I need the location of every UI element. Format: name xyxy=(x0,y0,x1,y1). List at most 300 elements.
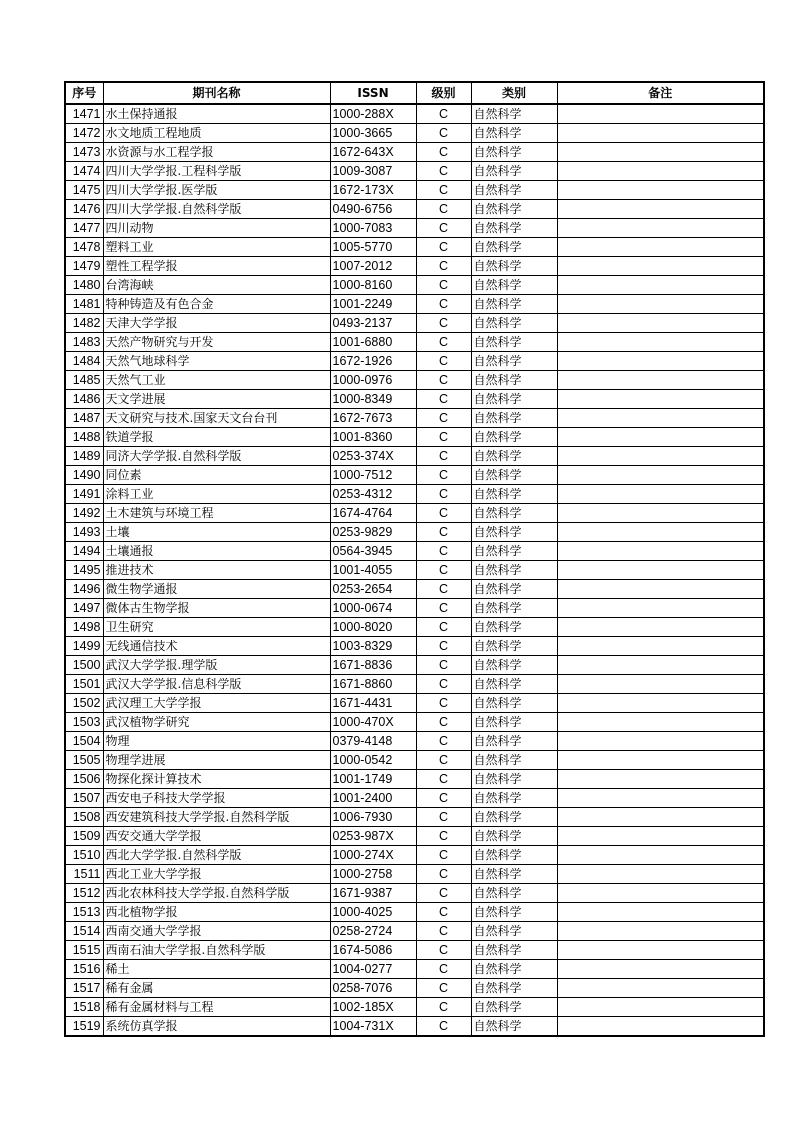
issn-value: 1006-7930 xyxy=(330,808,416,827)
level-value: C xyxy=(416,276,471,295)
note-cell xyxy=(557,409,764,428)
table-row xyxy=(65,713,764,732)
note-cell xyxy=(557,143,764,162)
category-value: 自然科学 xyxy=(471,295,557,314)
note-cell xyxy=(557,162,764,181)
level-value: C xyxy=(416,104,471,124)
level-value: C xyxy=(416,409,471,428)
issn-value: 1000-8020 xyxy=(330,618,416,637)
header-name: 期刊名称 xyxy=(103,82,330,104)
journal-name: 台湾海峡 xyxy=(103,276,330,295)
row-number: 1472 xyxy=(65,124,103,143)
journal-name: 铁道学报 xyxy=(103,428,330,447)
table-row xyxy=(65,694,764,713)
journal-name: 土壤 xyxy=(103,523,330,542)
table-row xyxy=(65,238,764,257)
table-row xyxy=(65,618,764,637)
issn-value: 0253-2654 xyxy=(330,580,416,599)
level-value: C xyxy=(416,808,471,827)
journal-name: 天文研究与技术.国家天文台台刊 xyxy=(103,409,330,428)
issn-value: 1674-5086 xyxy=(330,941,416,960)
table-row xyxy=(65,485,764,504)
category-value: 自然科学 xyxy=(471,580,557,599)
level-value: C xyxy=(416,447,471,466)
row-number: 1474 xyxy=(65,162,103,181)
row-number: 1504 xyxy=(65,732,103,751)
table-header-row xyxy=(65,82,764,104)
category-value: 自然科学 xyxy=(471,808,557,827)
issn-value: 0253-374X xyxy=(330,447,416,466)
level-value: C xyxy=(416,390,471,409)
row-number: 1499 xyxy=(65,637,103,656)
header-issn: ISSN xyxy=(330,82,416,104)
level-value: C xyxy=(416,865,471,884)
note-cell xyxy=(557,941,764,960)
row-number: 1511 xyxy=(65,865,103,884)
issn-value: 0253-987X xyxy=(330,827,416,846)
note-cell xyxy=(557,656,764,675)
note-cell xyxy=(557,865,764,884)
category-value: 自然科学 xyxy=(471,219,557,238)
journal-name: 天然产物研究与开发 xyxy=(103,333,330,352)
note-cell xyxy=(557,846,764,865)
table-row xyxy=(65,390,764,409)
journal-name: 水土保持通报 xyxy=(103,104,330,124)
level-value: C xyxy=(416,580,471,599)
table-row xyxy=(65,447,764,466)
category-value: 自然科学 xyxy=(471,162,557,181)
note-cell xyxy=(557,371,764,390)
note-cell xyxy=(557,257,764,276)
journal-name: 塑性工程学报 xyxy=(103,257,330,276)
journal-name: 推进技术 xyxy=(103,561,330,580)
level-value: C xyxy=(416,485,471,504)
table-row xyxy=(65,656,764,675)
note-cell xyxy=(557,998,764,1017)
journal-name: 四川动物 xyxy=(103,219,330,238)
note-cell xyxy=(557,352,764,371)
row-number: 1493 xyxy=(65,523,103,542)
row-number: 1516 xyxy=(65,960,103,979)
header-level: 级别 xyxy=(416,82,471,104)
header-no: 序号 xyxy=(65,82,103,104)
category-value: 自然科学 xyxy=(471,903,557,922)
journal-name: 同济大学学报.自然科学版 xyxy=(103,447,330,466)
row-number: 1518 xyxy=(65,998,103,1017)
issn-value: 1000-7512 xyxy=(330,466,416,485)
note-cell xyxy=(557,219,764,238)
table-row xyxy=(65,314,764,333)
journal-name: 卫生研究 xyxy=(103,618,330,637)
category-value: 自然科学 xyxy=(471,846,557,865)
level-value: C xyxy=(416,314,471,333)
level-value: C xyxy=(416,770,471,789)
note-cell xyxy=(557,504,764,523)
table-row xyxy=(65,599,764,618)
row-number: 1487 xyxy=(65,409,103,428)
note-cell xyxy=(557,124,764,143)
note-cell xyxy=(557,751,764,770)
journal-name: 物理 xyxy=(103,732,330,751)
table-row xyxy=(65,257,764,276)
level-value: C xyxy=(416,428,471,447)
level-value: C xyxy=(416,694,471,713)
journal-name: 天津大学学报 xyxy=(103,314,330,333)
note-cell xyxy=(557,675,764,694)
issn-value: 1671-9387 xyxy=(330,884,416,903)
journal-name: 系统仿真学报 xyxy=(103,1017,330,1037)
category-value: 自然科学 xyxy=(471,1017,557,1037)
table-row xyxy=(65,751,764,770)
journal-name: 天文学进展 xyxy=(103,390,330,409)
row-number: 1512 xyxy=(65,884,103,903)
level-value: C xyxy=(416,1017,471,1037)
issn-value: 1001-6880 xyxy=(330,333,416,352)
level-value: C xyxy=(416,257,471,276)
journal-name: 天然气工业 xyxy=(103,371,330,390)
journal-name: 水文地质工程地质 xyxy=(103,124,330,143)
note-cell xyxy=(557,181,764,200)
note-cell xyxy=(557,618,764,637)
issn-value: 1000-4025 xyxy=(330,903,416,922)
row-number: 1517 xyxy=(65,979,103,998)
journal-name: 微生物学通报 xyxy=(103,580,330,599)
row-number: 1505 xyxy=(65,751,103,770)
issn-value: 1004-0277 xyxy=(330,960,416,979)
table-row xyxy=(65,846,764,865)
issn-value: 1674-4764 xyxy=(330,504,416,523)
table-row xyxy=(65,770,764,789)
table-row xyxy=(65,1017,764,1037)
level-value: C xyxy=(416,238,471,257)
row-number: 1510 xyxy=(65,846,103,865)
table-row xyxy=(65,998,764,1017)
note-cell xyxy=(557,295,764,314)
row-number: 1475 xyxy=(65,181,103,200)
issn-value: 1000-8160 xyxy=(330,276,416,295)
table-row xyxy=(65,181,764,200)
row-number: 1483 xyxy=(65,333,103,352)
level-value: C xyxy=(416,960,471,979)
table-row xyxy=(65,523,764,542)
row-number: 1495 xyxy=(65,561,103,580)
table-row xyxy=(65,789,764,808)
table-row xyxy=(65,276,764,295)
category-value: 自然科学 xyxy=(471,637,557,656)
level-value: C xyxy=(416,523,471,542)
issn-value: 1001-2400 xyxy=(330,789,416,808)
table-row xyxy=(65,561,764,580)
journal-name: 微体古生物学报 xyxy=(103,599,330,618)
table-row xyxy=(65,979,764,998)
level-value: C xyxy=(416,884,471,903)
level-value: C xyxy=(416,732,471,751)
level-value: C xyxy=(416,200,471,219)
level-value: C xyxy=(416,124,471,143)
table-row xyxy=(65,580,764,599)
category-value: 自然科学 xyxy=(471,390,557,409)
journal-name: 水资源与水工程学报 xyxy=(103,143,330,162)
category-value: 自然科学 xyxy=(471,618,557,637)
journal-name: 稀土 xyxy=(103,960,330,979)
note-cell xyxy=(557,922,764,941)
category-value: 自然科学 xyxy=(471,124,557,143)
journal-name: 西安建筑科技大学学报.自然科学版 xyxy=(103,808,330,827)
category-value: 自然科学 xyxy=(471,789,557,808)
journal-name: 土壤通报 xyxy=(103,542,330,561)
journal-name: 四川大学学报.自然科学版 xyxy=(103,200,330,219)
category-value: 自然科学 xyxy=(471,333,557,352)
issn-value: 1671-8860 xyxy=(330,675,416,694)
category-value: 自然科学 xyxy=(471,352,557,371)
level-value: C xyxy=(416,922,471,941)
note-cell xyxy=(557,789,764,808)
level-value: C xyxy=(416,846,471,865)
issn-value: 0490-6756 xyxy=(330,200,416,219)
category-value: 自然科学 xyxy=(471,181,557,200)
category-value: 自然科学 xyxy=(471,276,557,295)
note-cell xyxy=(557,447,764,466)
row-number: 1513 xyxy=(65,903,103,922)
journal-name: 武汉理工大学学报 xyxy=(103,694,330,713)
journal-name: 天然气地球科学 xyxy=(103,352,330,371)
level-value: C xyxy=(416,333,471,352)
note-cell xyxy=(557,561,764,580)
issn-value: 1001-2249 xyxy=(330,295,416,314)
row-number: 1480 xyxy=(65,276,103,295)
journal-name: 武汉植物学研究 xyxy=(103,713,330,732)
journal-name: 四川大学学报.工程科学版 xyxy=(103,162,330,181)
header-note: 备注 xyxy=(557,82,764,104)
row-number: 1479 xyxy=(65,257,103,276)
row-number: 1491 xyxy=(65,485,103,504)
category-value: 自然科学 xyxy=(471,751,557,770)
category-value: 自然科学 xyxy=(471,561,557,580)
note-cell xyxy=(557,542,764,561)
note-cell xyxy=(557,960,764,979)
journal-name: 特种铸造及有色合金 xyxy=(103,295,330,314)
category-value: 自然科学 xyxy=(471,827,557,846)
table-row xyxy=(65,960,764,979)
note-cell xyxy=(557,979,764,998)
table-row xyxy=(65,808,764,827)
issn-value: 1000-274X xyxy=(330,846,416,865)
level-value: C xyxy=(416,903,471,922)
note-cell xyxy=(557,580,764,599)
table-row xyxy=(65,104,764,124)
level-value: C xyxy=(416,789,471,808)
table-row xyxy=(65,865,764,884)
category-value: 自然科学 xyxy=(471,770,557,789)
category-value: 自然科学 xyxy=(471,428,557,447)
table-row xyxy=(65,371,764,390)
level-value: C xyxy=(416,162,471,181)
row-number: 1498 xyxy=(65,618,103,637)
row-number: 1501 xyxy=(65,675,103,694)
issn-value: 1672-7673 xyxy=(330,409,416,428)
issn-value: 1001-1749 xyxy=(330,770,416,789)
journal-name: 无线通信技术 xyxy=(103,637,330,656)
level-value: C xyxy=(416,675,471,694)
table-row xyxy=(65,732,764,751)
level-value: C xyxy=(416,504,471,523)
journal-name: 西安电子科技大学学报 xyxy=(103,789,330,808)
note-cell xyxy=(557,314,764,333)
level-value: C xyxy=(416,827,471,846)
category-value: 自然科学 xyxy=(471,656,557,675)
row-number: 1500 xyxy=(65,656,103,675)
table-row xyxy=(65,352,764,371)
category-value: 自然科学 xyxy=(471,941,557,960)
level-value: C xyxy=(416,219,471,238)
level-value: C xyxy=(416,713,471,732)
table-row xyxy=(65,409,764,428)
row-number: 1481 xyxy=(65,295,103,314)
issn-value: 1000-3665 xyxy=(330,124,416,143)
category-value: 自然科学 xyxy=(471,447,557,466)
row-number: 1488 xyxy=(65,428,103,447)
note-cell xyxy=(557,827,764,846)
row-number: 1485 xyxy=(65,371,103,390)
journal-name: 西南石油大学学报.自然科学版 xyxy=(103,941,330,960)
table-row xyxy=(65,884,764,903)
level-value: C xyxy=(416,295,471,314)
level-value: C xyxy=(416,979,471,998)
issn-value: 1672-173X xyxy=(330,181,416,200)
issn-value: 0379-4148 xyxy=(330,732,416,751)
issn-value: 1000-0674 xyxy=(330,599,416,618)
issn-value: 1000-2758 xyxy=(330,865,416,884)
table-row xyxy=(65,162,764,181)
note-cell xyxy=(557,770,764,789)
issn-value: 1000-8349 xyxy=(330,390,416,409)
category-value: 自然科学 xyxy=(471,504,557,523)
issn-value: 0253-9829 xyxy=(330,523,416,542)
row-number: 1482 xyxy=(65,314,103,333)
note-cell xyxy=(557,713,764,732)
category-value: 自然科学 xyxy=(471,675,557,694)
row-number: 1476 xyxy=(65,200,103,219)
journal-name: 物理学进展 xyxy=(103,751,330,770)
issn-value: 1000-7083 xyxy=(330,219,416,238)
issn-value: 1001-8360 xyxy=(330,428,416,447)
note-cell xyxy=(557,333,764,352)
note-cell xyxy=(557,1017,764,1037)
row-number: 1503 xyxy=(65,713,103,732)
journal-name: 西南交通大学学报 xyxy=(103,922,330,941)
issn-value: 1000-470X xyxy=(330,713,416,732)
table-row xyxy=(65,428,764,447)
row-number: 1478 xyxy=(65,238,103,257)
level-value: C xyxy=(416,466,471,485)
note-cell xyxy=(557,808,764,827)
journal-table xyxy=(64,81,765,1037)
row-number: 1506 xyxy=(65,770,103,789)
category-value: 自然科学 xyxy=(471,257,557,276)
table-row xyxy=(65,143,764,162)
note-cell xyxy=(557,276,764,295)
journal-name: 稀有金属 xyxy=(103,979,330,998)
note-cell xyxy=(557,903,764,922)
category-value: 自然科学 xyxy=(471,694,557,713)
table-row xyxy=(65,219,764,238)
table-row xyxy=(65,675,764,694)
issn-value: 1009-3087 xyxy=(330,162,416,181)
level-value: C xyxy=(416,542,471,561)
issn-value: 0258-2724 xyxy=(330,922,416,941)
issn-value: 1003-8329 xyxy=(330,637,416,656)
row-number: 1519 xyxy=(65,1017,103,1037)
row-number: 1494 xyxy=(65,542,103,561)
row-number: 1490 xyxy=(65,466,103,485)
journal-name: 西北植物学报 xyxy=(103,903,330,922)
issn-value: 1671-8836 xyxy=(330,656,416,675)
journal-name: 西安交通大学学报 xyxy=(103,827,330,846)
row-number: 1486 xyxy=(65,390,103,409)
journal-name: 塑料工业 xyxy=(103,238,330,257)
row-number: 1477 xyxy=(65,219,103,238)
issn-value: 1005-5770 xyxy=(330,238,416,257)
category-value: 自然科学 xyxy=(471,865,557,884)
category-value: 自然科学 xyxy=(471,104,557,124)
issn-value: 0493-2137 xyxy=(330,314,416,333)
row-number: 1497 xyxy=(65,599,103,618)
category-value: 自然科学 xyxy=(471,599,557,618)
issn-value: 1000-0542 xyxy=(330,751,416,770)
table-row xyxy=(65,941,764,960)
row-number: 1514 xyxy=(65,922,103,941)
table-body xyxy=(65,104,764,1036)
journal-name: 西北大学学报.自然科学版 xyxy=(103,846,330,865)
note-cell xyxy=(557,732,764,751)
issn-value: 1000-0976 xyxy=(330,371,416,390)
level-value: C xyxy=(416,618,471,637)
row-number: 1508 xyxy=(65,808,103,827)
level-value: C xyxy=(416,599,471,618)
issn-value: 1672-643X xyxy=(330,143,416,162)
note-cell xyxy=(557,694,764,713)
category-value: 自然科学 xyxy=(471,713,557,732)
table-row xyxy=(65,827,764,846)
note-cell xyxy=(557,200,764,219)
level-value: C xyxy=(416,371,471,390)
category-value: 自然科学 xyxy=(471,922,557,941)
journal-name: 武汉大学学报.信息科学版 xyxy=(103,675,330,694)
note-cell xyxy=(557,884,764,903)
note-cell xyxy=(557,104,764,124)
table-row xyxy=(65,542,764,561)
row-number: 1496 xyxy=(65,580,103,599)
level-value: C xyxy=(416,637,471,656)
table-row xyxy=(65,903,764,922)
table-row xyxy=(65,124,764,143)
category-value: 自然科学 xyxy=(471,960,557,979)
level-value: C xyxy=(416,998,471,1017)
table-row xyxy=(65,295,764,314)
note-cell xyxy=(557,523,764,542)
issn-value: 1000-288X xyxy=(330,104,416,124)
level-value: C xyxy=(416,941,471,960)
row-number: 1484 xyxy=(65,352,103,371)
note-cell xyxy=(557,428,764,447)
journal-name: 土木建筑与环境工程 xyxy=(103,504,330,523)
category-value: 自然科学 xyxy=(471,371,557,390)
note-cell xyxy=(557,599,764,618)
issn-value: 1672-1926 xyxy=(330,352,416,371)
table-row xyxy=(65,200,764,219)
journal-name: 武汉大学学报.理学版 xyxy=(103,656,330,675)
table-row xyxy=(65,333,764,352)
